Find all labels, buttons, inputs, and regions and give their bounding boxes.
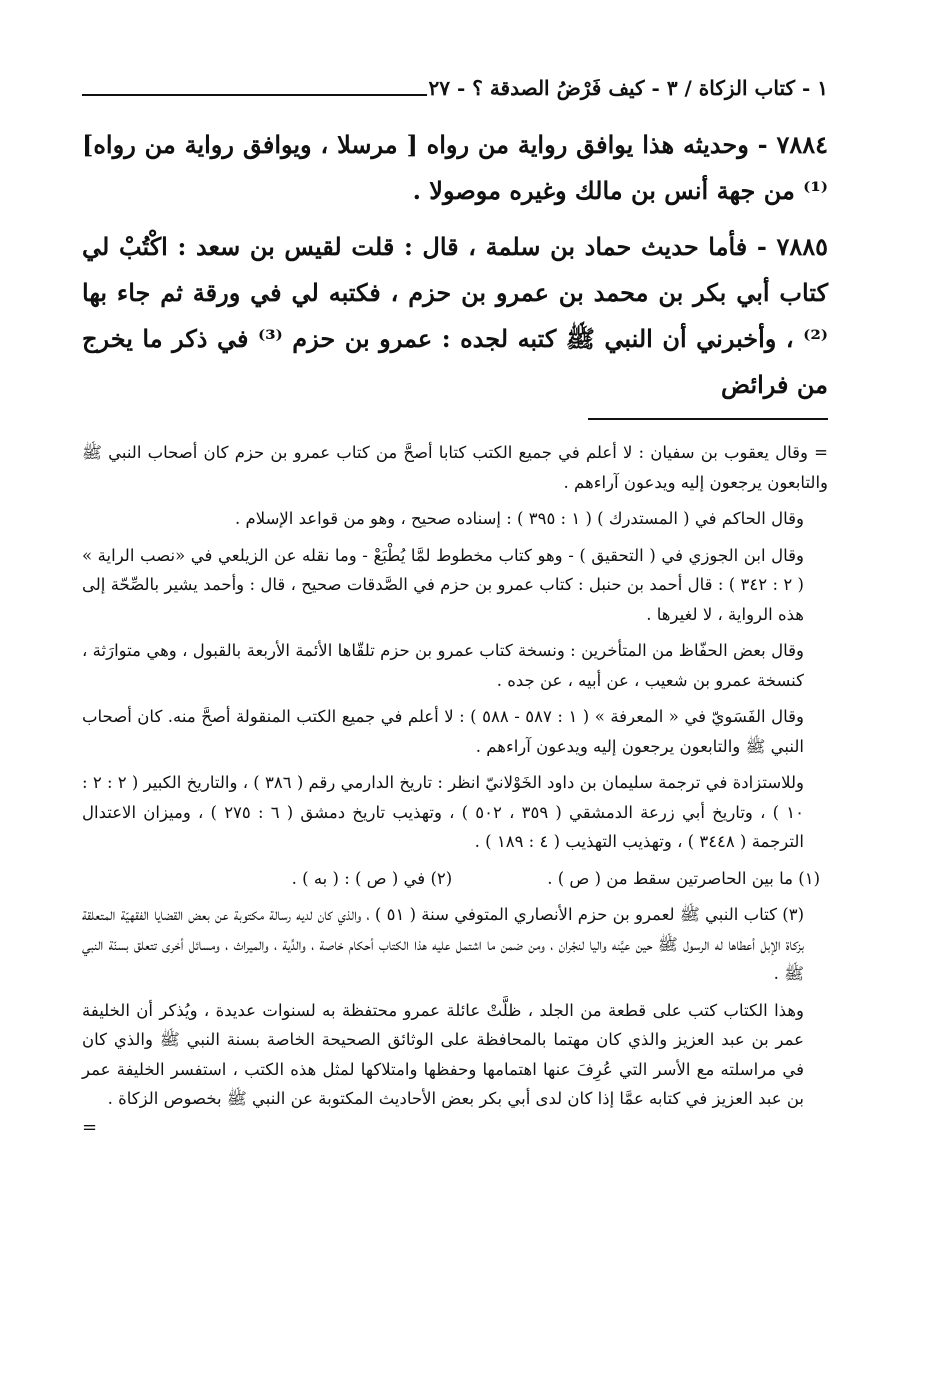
footnote-1: (١) ما بين الحاصرتين سقط من ( ص ) .: [547, 868, 820, 888]
footnote-2: (٢) في ( ص ) : ( به ) .: [291, 868, 453, 888]
footnote-3: (٣) كتاب النبي ﷺ لعمرو بن حزم الأنصاري المتوفي سنة ( ٥١ ) ، والذي كان لديه رسالة مكتوبة عن بعض القضايا الفقهيّة المتعلقة بزكاة الإبل أعطاها له الرسول ﷺ حين عيَّنه واليا لنجْران ، ومن ضمن ما اشتمل عليه هذا الكتاب أحكام خاصة ، والدِّية ، والميراث ، ومسائل أخرى تتعلق بسنّة النبي ﷺ .: [82, 905, 804, 983]
note-yaqub: = وقال يعقوب بن سفيان : لا أعلم في جميع الكتب كتابا أصحَّ من كتاب عمرو بن حزم كان أصحاب النبي ﷺ والتابعون يرجعون إليه ويدعون آراءهم .: [82, 443, 828, 492]
book-page: [82, 70, 828, 1137]
running-header: [82, 70, 828, 110]
header-rule: [82, 94, 427, 96]
footnote-separator: [588, 418, 828, 420]
note-references: وللاستزادة في ترجمة سليمان بن داود الخَوْلانيّ انظر : تاريخ الدارمي رقم ( ٣٨٦ ) ، والتاريخ الكبير ( ٢ : ٢ : ١٠ ) ، وتاريخ أبي زرعة الدمشقي ( ٣٥٩ ، ٥٠٢ ) ، وتهذيب تاريخ دمشق ( ٦ : ٢٧٥ ) ، وميزان الاعتدال الترجمة ( ٣٤٤٨ ) ، وتهذيب التهذيب ( ٤ : ١٨٩ ) .: [82, 773, 804, 851]
footnote-3-continued: وهذا الكتاب كتب على قطعة من الجلد ، ظلَّتْ عائلة عمرو محتفظة به لسنوات عديدة ، ويُذكر أن الخليفة عمر بن عبد العزيز والذي كان مهتما بالمحافظة على الوثائق الصحيحة الخاصة بسنة النبي ﷺ والذي كان في مراسلته مع الأسر التي عُرِفَ عنها اهتمامها وحفظها وامتلاكها لمثل هذه الكتب ، استفسر الخليفة عمر بن عبد العزيز في كتابه عمَّا إذا كان لدى أبي بكر بعض الأحاديث المكتوبة عن النبي ﷺ بخصوص الزكاة .: [82, 1000, 804, 1108]
note-hakim: وقال الحاكم في ( المستدرك ) ( ١ : ٣٩٥ ) : إسناده صحيح ، وهو من قواعد الإسلام .: [235, 509, 804, 528]
paragraph-7884: ٧٨٨٤ - وحديثه هذا يوافق رواية من رواه [ مرسلا ، ويوافق رواية من رواه]⁽¹⁾ من جهة أنس بن مالك وغيره موصولا .: [82, 130, 828, 205]
paragraph-7885: ٧٨٨٥ - فأما حديث حماد بن سلمة ، قال : قلت لقيس بن سعد : اكْتُبْ لي كتاب أبي بكر بن محمد بن عمرو بن حزم ، فكتبه لي في ورقة ثم جاء بها ⁽²⁾ ، وأخبرني أن النبي ﷺ كتبه لجده : عمرو بن حزم ⁽³⁾ في ذكر ما يخرج من فرائض: [82, 232, 828, 399]
footnotes-1-2: [82, 864, 828, 894]
header-title: ١ - كتاب الزكاة / ٣ - كيف فَرْضُ الصدقة ؟ - ٢٧: [428, 76, 828, 100]
note-fasawi: وقال الفَسَويّ في « المعرفة » ( ١ : ٥٨٧ - ٥٨٨ ) : لا أعلم في جميع الكتب المنقولة أصحَّ منه. كان أصحاب النبي ﷺ والتابعون يرجعون إليه ويدعون آراءهم .: [82, 707, 804, 756]
continuation-mark: =: [82, 1116, 98, 1138]
footnotes: [82, 438, 828, 1137]
note-ibn-jawzi: وقال ابن الجوزي في ( التحقيق ) - وهو كتاب مخطوط لمَّا يُطْبَعْ - وما نقله عن الزيلعي في «نصب الراية » ( ٢ : ٣٤٢ ) : قال أحمد بن حنبل : كتاب عمرو بن حزم في الصَّدقات صحيح ، قال : وأحمد يشير بالصِّحّة إلى هذه الرواية ، لا لغيرها .: [82, 545, 804, 624]
main-text: [82, 122, 828, 408]
note-huffaz: وقال بعض الحفّاظ من المتأخرين : ونسخة كتاب عمرو بن حزم تلقّاها الأئمة الأربعة بالقبول ، وهي متوارَثة ، كنسخة عمرو بن شعيب ، عن أبيه ، عن جده .: [82, 641, 804, 690]
